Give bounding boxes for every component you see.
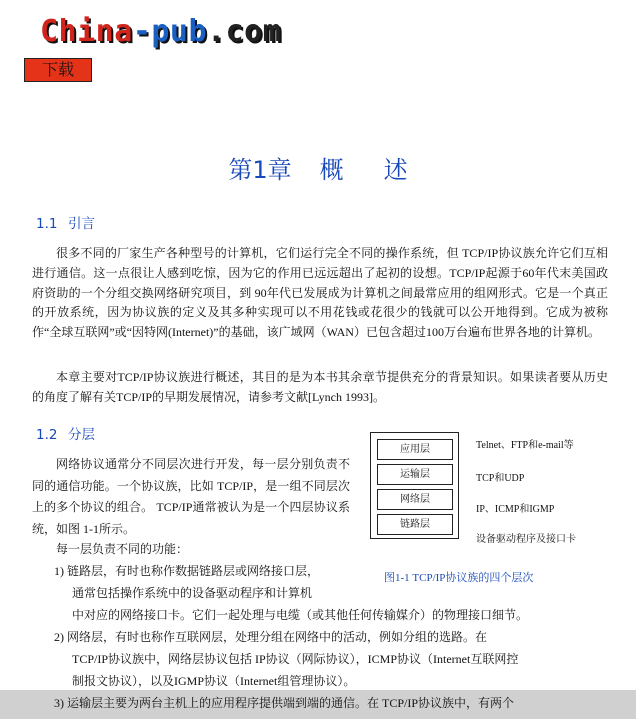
chapter-title-char-1: 概 xyxy=(319,156,344,184)
layers-paragraph: 网络协议通常分不同层次进行开发，每一层分别负责不同的通信功能。一个协议族，比如 TCP/IP，是一组不同层次上的多个协议的组合。 TCP/IP通常被认为是一个四层协议系统，如图 1-1所示。 xyxy=(32,457,350,536)
layer-network-desc: IP、ICMP和IGMP xyxy=(476,504,555,515)
chapter-number: 第1章 xyxy=(228,156,292,184)
layer-transport-desc: TCP和UDP xyxy=(476,473,525,484)
chapter-title xyxy=(0,150,636,185)
section-number: 1.2 xyxy=(36,427,58,443)
chapter-title-char-2: 述 xyxy=(383,156,408,184)
section-heading-intro xyxy=(36,212,95,232)
layer-network: 网络层 xyxy=(377,489,453,510)
layers-intro-line: 每一层负责不同的功能： xyxy=(56,542,189,556)
logo-part-com: .com xyxy=(207,14,282,49)
layer-stack xyxy=(370,432,459,539)
layer-application-desc: Telnet、FTP和e-mail等 xyxy=(476,440,574,451)
download-button[interactable]: 下载 xyxy=(24,58,92,82)
layer-link-desc: 设备驱动程序及接口卡 xyxy=(476,534,576,545)
logo-part-china: China xyxy=(40,14,133,49)
list-item-network-layer-cont-1: TCP/IP协议族中，网络层协议包括 IP协议（网际协议），ICMP协议（Internet互联网控 xyxy=(72,652,519,666)
list-item-link-layer: 1) 链路层，有时也称作数据链路层或网络接口层， xyxy=(54,564,319,578)
intro-paragraph-1: 很多不同的厂家生产各种型号的计算机，它们运行完全不同的操作系统，但 TCP/IP协议族允许它们互相进行通信。这一点很让人感到吃惊，因为它的作用已远远超出了起初的设想。TCP/IP起源于60年代末美国政府资助的一个分组交换网络研究项目，到 90年代已发展成为计算机之间最常应用的组网形式。它是一个真正的开放系统，因为协议族的定义及其多种实现可以不用花钱或花很少的钱就可以公开地得到。它成为被称作“全球互联网”或“因特网(Internet)”的基础，该广域网（WAN）已包含超过100万台遍布世界各地的计算机。 xyxy=(32,246,608,340)
section-heading-layers xyxy=(36,423,95,443)
section-title: 分层 xyxy=(68,427,95,443)
logo-part-pub: -pub xyxy=(132,14,208,49)
list-item-network-layer: 2) 网络层，有时也称作互联网层，处理分组在网络中的活动，例如分组的选路。在 xyxy=(54,630,487,644)
section-title: 引言 xyxy=(68,216,95,232)
layer-transport: 运输层 xyxy=(377,464,453,485)
logo[interactable] xyxy=(40,14,282,86)
layer-link: 链路层 xyxy=(377,514,453,535)
intro-paragraph-2: 本章主要对TCP/IP协议族进行概述，其目的是为本书其余章节提供充分的背景知识。如果读者要从历史的角度了解有关TCP/IP的早期发展情况，请参考文献[Lynch 1993]。 xyxy=(32,370,608,404)
section-number: 1.1 xyxy=(36,216,58,232)
list-item-link-layer-cont-2: 中对应的网络接口卡。它们一起处理与电缆（或其他任何传输媒介）的物理接口细节。 xyxy=(72,608,529,622)
layer-application: 应用层 xyxy=(377,439,453,460)
figure-caption: 图1-1 TCP/IP协议族的四个层次 xyxy=(384,572,534,584)
list-item-transport-layer: 3) 运输层主要为两台主机上的应用程序提供端到端的通信。在 TCP/IP协议族中，有两个 xyxy=(54,696,515,710)
list-item-network-layer-cont-2: 制报文协议），以及IGMP协议（Internet组管理协议）。 xyxy=(72,674,356,688)
figure-tcpip-layers xyxy=(370,432,620,602)
list-item-link-layer-cont-1: 通常包括操作系统中的设备驱动程序和计算机 xyxy=(72,586,313,600)
logo-text xyxy=(40,14,281,58)
